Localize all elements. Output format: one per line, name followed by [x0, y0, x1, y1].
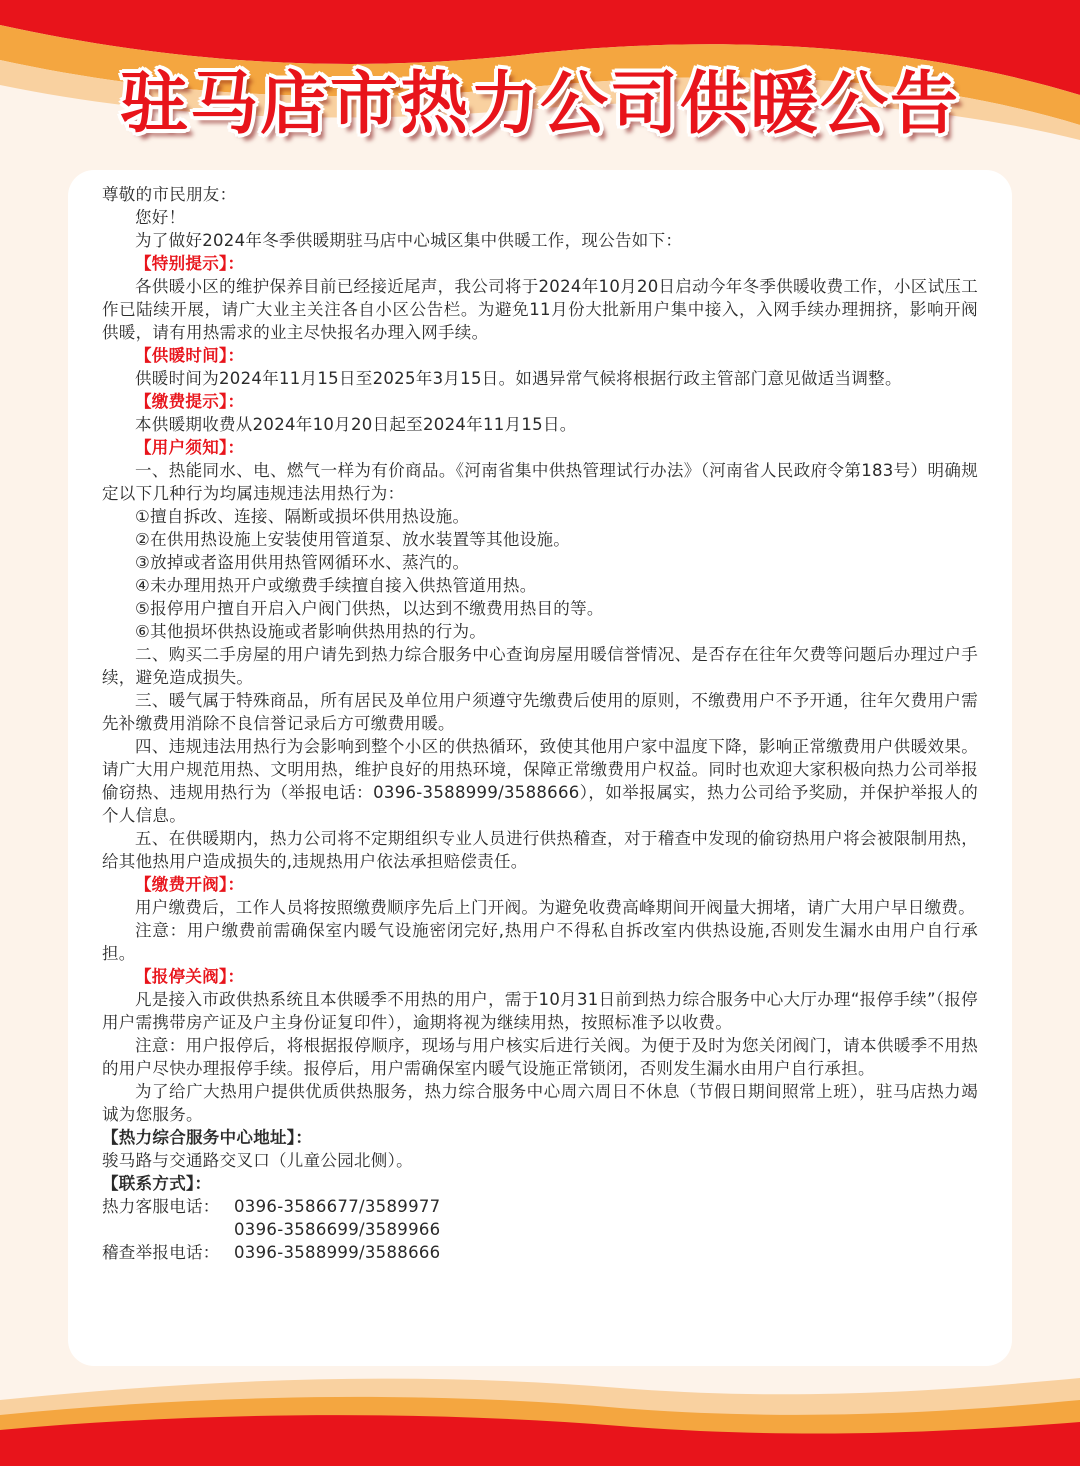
rules-list-item: ⑥其他损坏供热设施或者影响供热用热的行为。 — [135, 622, 487, 641]
bottom-ribbon-decoration — [0, 1360, 1080, 1466]
phone-label-spacer — [102, 1218, 234, 1241]
section-heading-address: 【热力综合服务中心地址】： — [102, 1128, 313, 1147]
open-valve-paragraph: 用户缴费后，工作人员将按照缴费顺序先后上门开阀。为避免收费高峰期间开阀量大拥堵，请广大用户早日缴费。 — [135, 898, 975, 917]
notice-body — [102, 183, 978, 1264]
section-heading-close-valve: 【报停关阀】： — [135, 967, 245, 986]
service-phone-row — [102, 1218, 978, 1241]
close-valve-note: 注意：用户报停后，将根据报停顺序，现场与用户核实后进行关阀。为便于及时为您关闭阀门，请本供暖季不用热的用户尽快办理报停手续。报停后，用户需确保室内暖气设施正常锁闭，否则发生漏水由用户自行承担。 — [102, 1036, 978, 1078]
salutation: 尊敬的市民朋友： — [102, 185, 237, 204]
section-heading-period: 【供暖时间】： — [135, 346, 245, 365]
service-phone-label: 热力客服电话： — [102, 1197, 220, 1216]
service-phone-row — [102, 1195, 978, 1218]
section-heading-payment: 【缴费提示】： — [135, 392, 245, 411]
rules-paragraph-4: 四、违规违法用热行为会影响到整个小区的供热循环，致使其他用户家中温度下降，影响正常缴费用户供暖效果。请广大用户规范用热、文明用热，维护良好的用热环境，保障正常缴费用户权益。同时也欢迎大家积极向热力公司举报偷窃热、违规用热行为（举报电话：0396-3588999/3588666），如举报属实，热力公司给予奖励，并保护举报人的个人信息。 — [102, 737, 978, 825]
rules-paragraph-1: 一、热能同水、电、燃气一样为有价商品。《河南省集中供热管理试行办法》（河南省人民政府令第183号）明确规定以下几种行为均属违规违法用热行为： — [102, 461, 978, 503]
rules-paragraph-2: 二、购买二手房屋的用户请先到热力综合服务中心查询房屋用暖信誉情况、是否存在往年欠费等问题后办理过户手续，避免造成损失。 — [102, 645, 978, 687]
address-text: 骏马路与交通路交叉口（儿童公园北侧）。 — [102, 1151, 413, 1170]
service-phone-number: 0396-3586699/3589966 — [234, 1220, 441, 1239]
special-paragraph: 各供暖小区的维护保养目前已经接近尾声，我公司将于2024年10月20日启动今年冬季供暖收费工作，小区试压工作已陆续开展，请广大业主关注各自小区公告栏。为避免11月份大批新用户集中接入，入网手续办理拥挤，影响开阀供暖，请有用热需求的业主尽快报名办理入网手续。 — [102, 277, 978, 342]
rules-list-item: ④未办理用热开户或缴费手续擅自接入供热管道用热。 — [135, 576, 537, 595]
rules-list-item: ①擅自拆改、连接、隔断或损坏供用热设施。 — [135, 507, 470, 526]
service-phone-number: 0396-3586677/3589977 — [234, 1197, 441, 1216]
rules-list-item: ⑤报停用户擅自开启入户阀门供热，以达到不缴费用热目的等。 — [135, 599, 604, 618]
report-phone-row — [102, 1241, 978, 1264]
closing-paragraph: 为了给广大热用户提供优质供热服务，热力综合服务中心周六周日不休息（节假日期间照常上班），驻马店热力竭诚为您服务。 — [102, 1082, 978, 1124]
greeting: 您好！ — [135, 208, 186, 227]
close-valve-paragraph: 凡是接入市政供热系统且本供暖季不用热的用户，需于10月31日前到热力综合服务中心大厅办理“报停手续”（报停用户需携带房产证及户主身份证复印件），逾期将视为继续用热，按照标准予以收费。 — [102, 990, 978, 1032]
notice-title: 驻马店市热力公司供暖公告 — [119, 65, 960, 144]
payment-paragraph: 本供暖期收费从2024年10月20日起至2024年11月15日。 — [135, 415, 577, 434]
rules-paragraph-3: 三、暖气属于特殊商品，所有居民及单位用户须遵守先缴费后使用的原则，不缴费用户不予开通，往年欠费用户需先补缴费用消除不良信誉记录后方可缴费用暖。 — [102, 691, 978, 733]
period-paragraph: 供暖时间为2024年11月15日至2025年3月15日。如遇异常气候将根据行政主管部门意见做适当调整。 — [135, 369, 902, 388]
report-phone-number: 0396-3588999/3588666 — [234, 1243, 441, 1262]
rules-list-item: ③放掉或者盗用供用热管网循环水、蒸汽的。 — [135, 553, 470, 572]
section-heading-contact: 【联系方式】： — [102, 1174, 212, 1193]
open-valve-note: 注意：用户缴费前需确保室内暖气设施密闭完好,热用户不得私自拆改室内供热设施,否则发生漏水由用户自行承担。 — [102, 921, 978, 963]
section-heading-rules: 【用户须知】： — [135, 438, 245, 457]
rules-paragraph-5: 五、在供暖期内，热力公司将不定期组织专业人员进行供热稽查，对于稽查中发现的偷窃热用户将会被限制用热，给其他热用户造成损失的,违规热用户依法承担赔偿责任。 — [102, 829, 978, 871]
intro-paragraph: 为了做好2024年冬季供暖期驻马店中心城区集中供暖工作，现公告如下： — [135, 231, 683, 250]
section-heading-open-valve: 【缴费开阀】： — [135, 875, 245, 894]
rules-list-item: ②在供用热设施上安装使用管道泵、放水装置等其他设施。 — [135, 530, 571, 549]
report-phone-label: 稽查举报电话： — [102, 1243, 220, 1262]
section-heading-special: 【特别提示】： — [135, 254, 245, 273]
